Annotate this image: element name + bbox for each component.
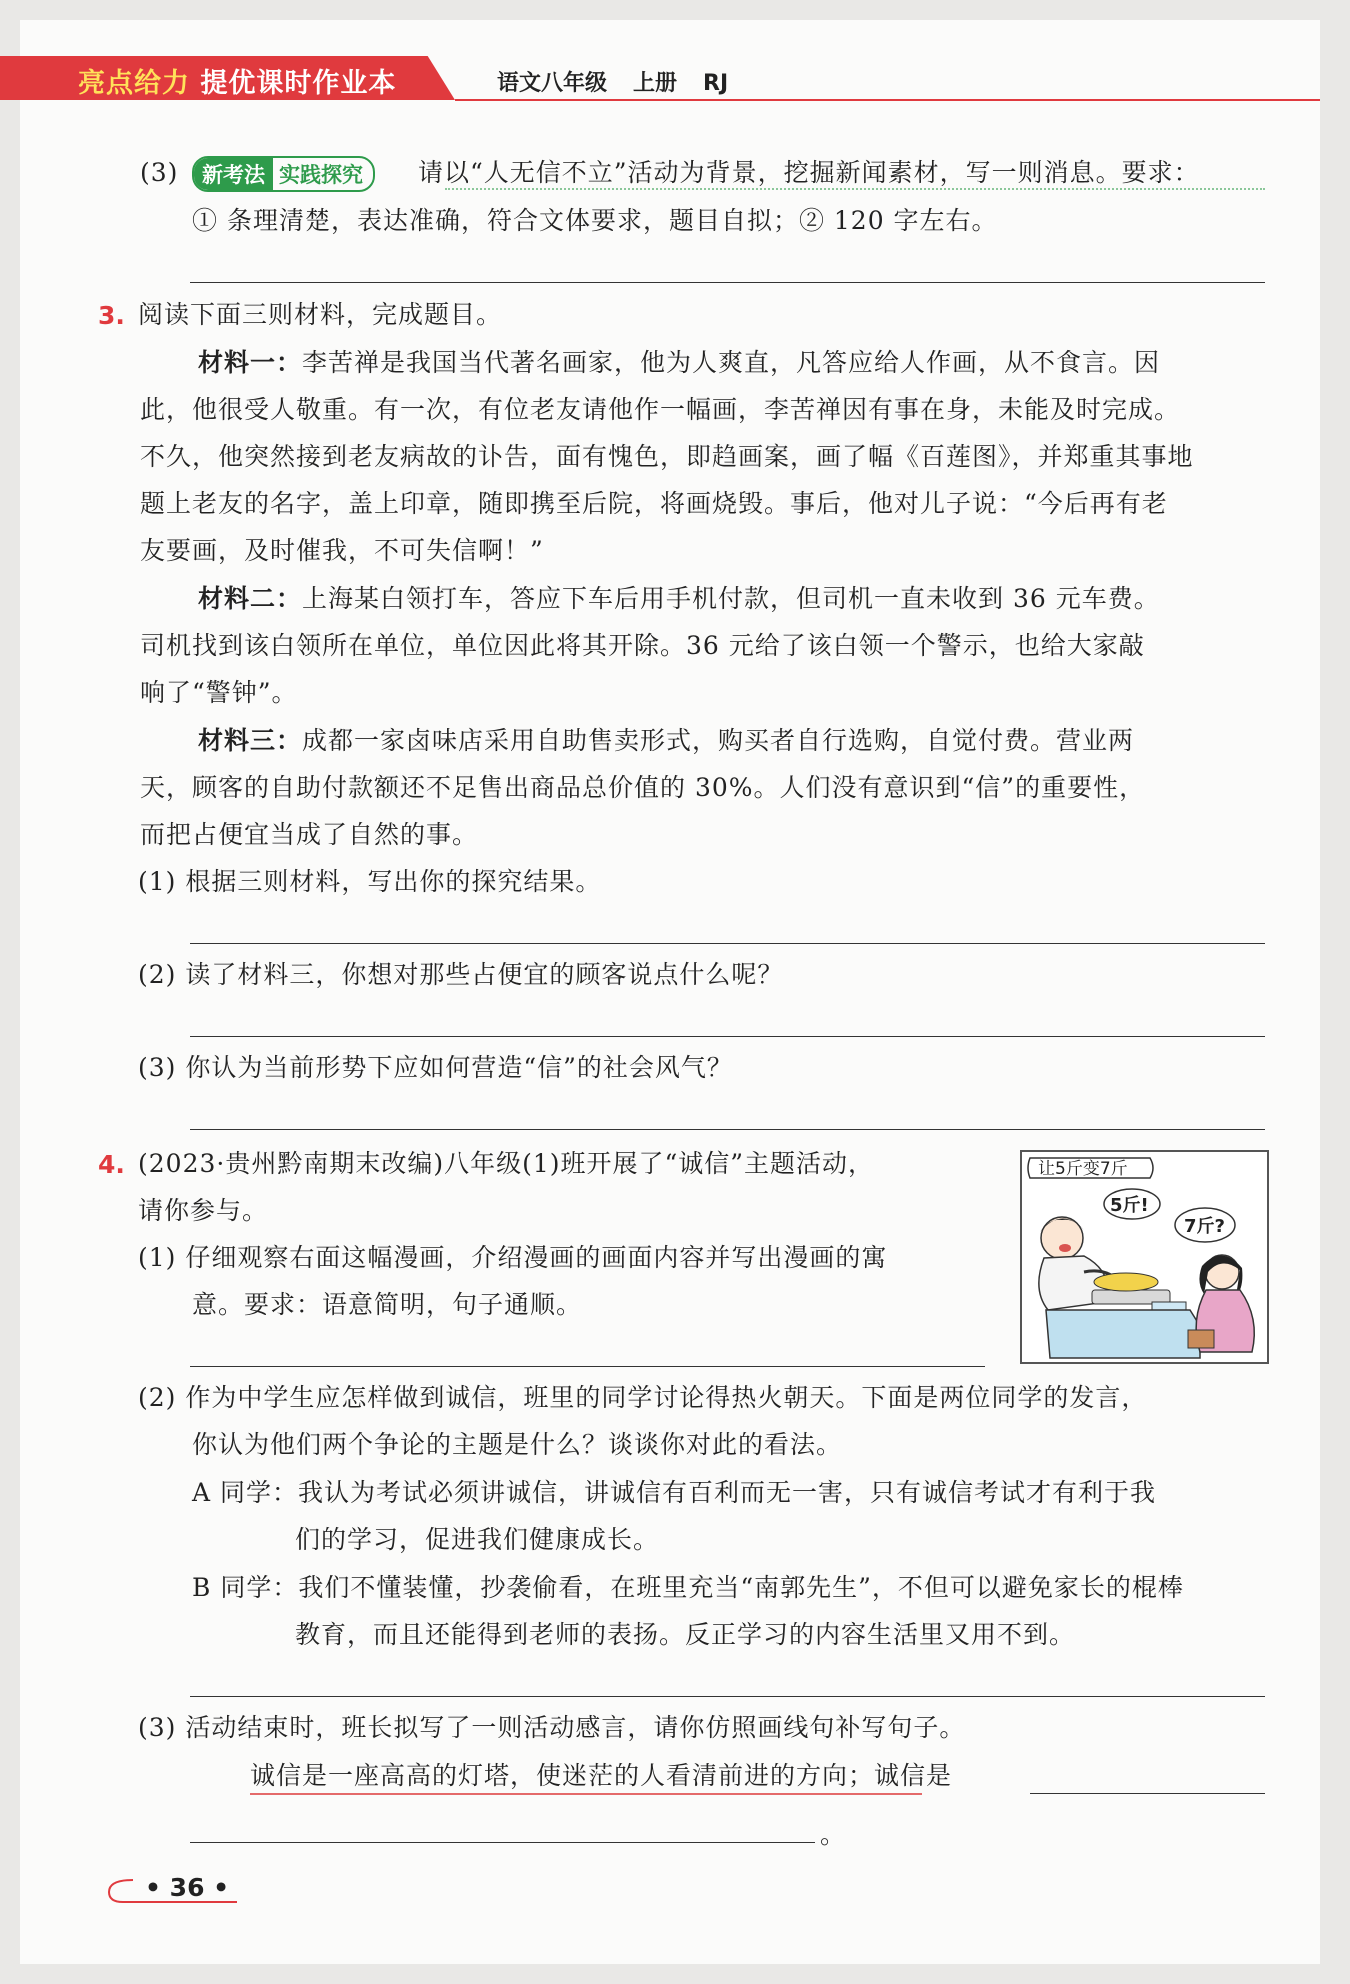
- q4-part3: (3) 活动结束时，班长拟写了一则活动感言，请你仿照画线句补写句子。: [138, 1713, 966, 1742]
- material1-line4: 题上老友的名字，盖上印章，随即携至后院，将画烧毁。事后，他对儿子说：“今后再有老: [140, 489, 1168, 518]
- material2-label: 材料二：: [198, 584, 303, 613]
- cartoon-image: [1020, 1150, 1269, 1364]
- student-b-line1: B 同学：我们不懂装懂，抄袭偷看，在班里充当“南郭先生”，不但可以避免家长的棍棒: [192, 1573, 1184, 1602]
- material1-line2: 此，他很受人敬重。有一次，有位老友请他作一幅画，李苦禅因有事在身，未能及时完成。: [140, 395, 1181, 424]
- q2-part3-line1: 请以“人无信不立”活动为背景，挖掘新闻素材，写一则消息。要求：: [418, 158, 1200, 187]
- brand-logo: 亮点给力 提优课时作业本: [78, 68, 397, 99]
- model-sentence-underline: [250, 1793, 922, 1795]
- q3-intro: 阅读下面三则材料，完成题目。: [138, 300, 503, 329]
- material2-line2: 司机找到该白领所在单位，单位因此将其开除。36 元给了该白领一个警示，也给大家敲: [140, 631, 1145, 660]
- student-a-label: A 同学：: [192, 1478, 299, 1507]
- material1-label: 材料一：: [198, 348, 303, 377]
- material3-line1: 材料三：成都一家卤味店采用自助售卖形式，购买者自行选购，自觉付费。营业两: [198, 726, 1135, 755]
- q4-part1-line2: 意。要求：语意简明，句子通顺。: [192, 1290, 583, 1319]
- q3-part2: (2) 读了材料三，你想对那些占便宜的顾客说点什么呢？: [138, 960, 784, 989]
- buyer-speech: 7斤?: [1184, 1216, 1225, 1237]
- student-a-line2: 们的学习，促进我们健康成长。: [295, 1525, 660, 1554]
- answer-line: [190, 1696, 1265, 1697]
- q4-intro-line1: (2023·贵州黔南期末改编)八年级(1)班开展了“诚信”主题活动，: [138, 1149, 875, 1178]
- answer-line: [190, 1366, 985, 1367]
- cartoon-drawing: [1022, 1152, 1267, 1362]
- material3-line3: 而把占便宜当成了自然的事。: [140, 820, 479, 849]
- answer-line: [190, 1129, 1265, 1130]
- q4-intro-line2: 请你参与。: [138, 1196, 269, 1225]
- answer-line: [1030, 1793, 1265, 1794]
- q3-number: 3.: [98, 301, 125, 330]
- answer-line: [190, 943, 1265, 944]
- sentence-end-mark: 。: [820, 1820, 847, 1849]
- material3-label: 材料三：: [198, 726, 303, 755]
- student-a-line1: A 同学：我认为考试必须讲诚信，讲诚信有百利而无一害，只有诚信考试才有利于我: [192, 1478, 1157, 1507]
- cartoon-title: 让5斤变7斤: [1038, 1159, 1128, 1179]
- q4-part1-line1: (1) 仔细观察右面这幅漫画，介绍漫画的画面内容并写出漫画的寓: [138, 1243, 888, 1272]
- q2-part3-number: (3): [140, 158, 179, 187]
- new-exam-badge: 新考法 实践探究: [192, 156, 375, 192]
- q2-part3-line2: ① 条理清楚，表达准确，符合文体要求，题目自拟；② 120 字左右。: [192, 206, 998, 235]
- material1-line3: 不久，他突然接到老友病故的讣告，面有愧色，即趋画案，画了幅《百莲图》，并郑重其事地: [140, 442, 1194, 471]
- answer-line: [190, 1036, 1265, 1037]
- material2-line3: 响了“警钟”。: [140, 678, 298, 707]
- material2-line1: 材料二：上海某白领打车，答应下车后用手机付款，但司机一直未收到 36 元车费。: [198, 584, 1160, 613]
- seller-speech: 5斤!: [1110, 1195, 1149, 1216]
- header-subject: 语文八年级 上册 RJ: [497, 71, 729, 96]
- answer-line: [190, 1842, 815, 1843]
- answer-line: [190, 282, 1265, 283]
- q4-number: 4.: [98, 1150, 125, 1179]
- student-b-line2: 教育，而且还能得到老师的表扬。反正学习的内容生活里又用不到。: [295, 1620, 1076, 1649]
- q3-part3: (3) 你认为当前形势下应如何营造“信”的社会风气？: [138, 1053, 733, 1082]
- q4-part2-line1: (2) 作为中学生应怎样做到诚信，班里的同学讨论得热火朝天。下面是两位同学的发言，: [138, 1383, 1148, 1412]
- q4-part2-line2: 你认为他们两个争论的主题是什么？谈谈你对此的看法。: [192, 1430, 843, 1459]
- material1-line5: 友要画，及时催我，不可失信啊！”: [140, 536, 544, 565]
- q3-part1: (1) 根据三则材料，写出你的探究结果。: [138, 867, 602, 896]
- student-b-label: B 同学：: [192, 1573, 299, 1602]
- model-sentence: 诚信是一座高高的灯塔，使迷茫的人看清前进的方向；诚信是: [250, 1761, 953, 1790]
- page-number: • 36 •: [145, 1873, 230, 1902]
- header-rule: [455, 99, 1320, 101]
- dotted-underline: [445, 188, 1265, 190]
- material3-line2: 天，顾客的自助付款额还不足售出商品总价值的 30%。人们没有意识到“信”的重要性，: [140, 773, 1146, 802]
- material1-line1: 材料一：李苦禅是我国当代著名画家，他为人爽直，凡答应给人作画，从不食言。因: [198, 348, 1161, 377]
